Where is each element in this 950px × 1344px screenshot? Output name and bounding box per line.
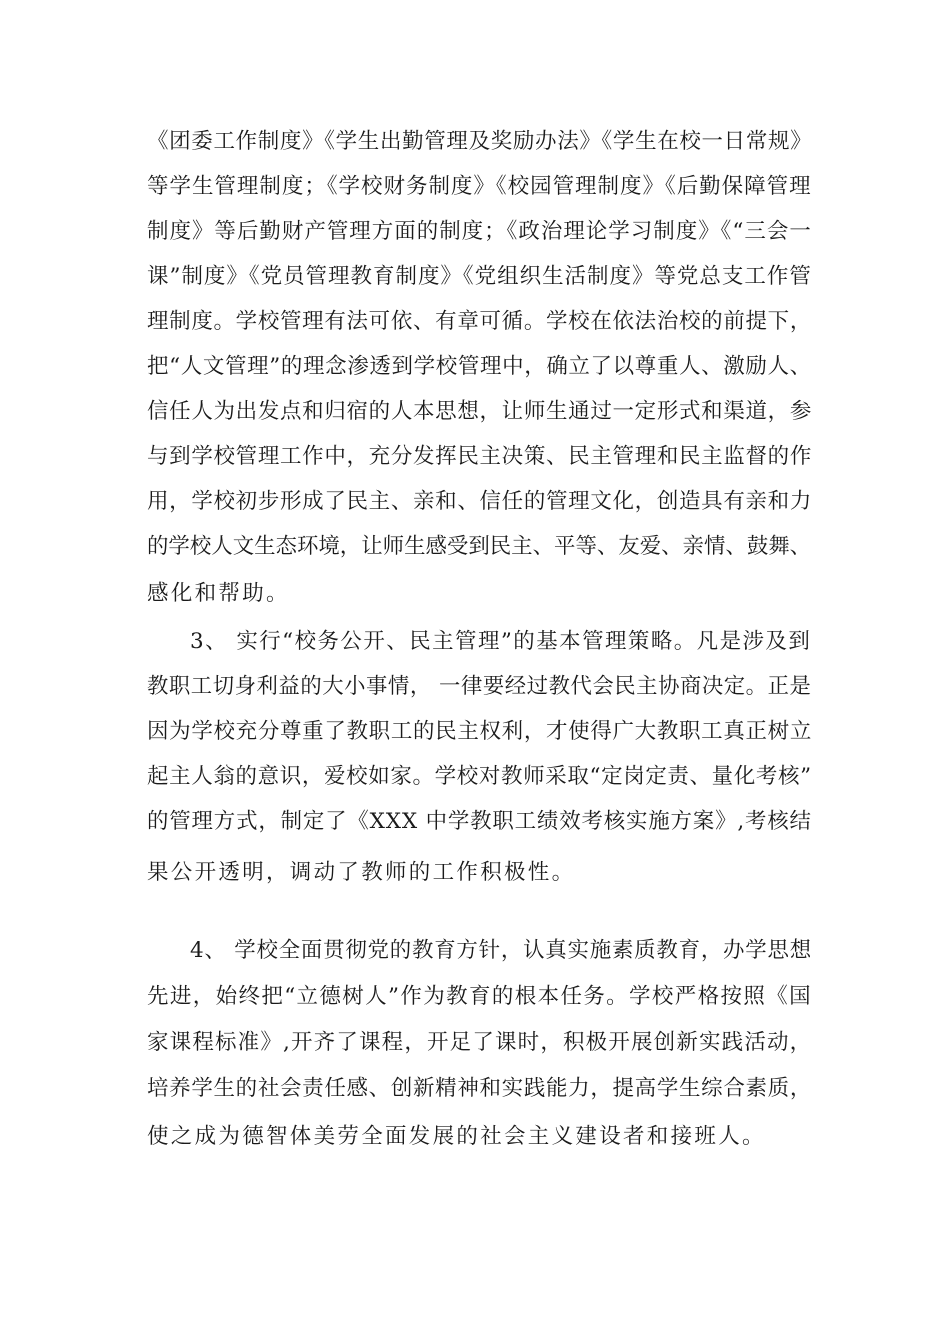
- text-line: 果公开透明，调动了教师的工作积极性。: [147, 860, 576, 885]
- text-line: 把“人文管理”的理念渗透到学校管理中，确立了以尊重人、激励人、: [147, 354, 812, 379]
- text-line: 制度》等后勤财产管理方面的制度；《政治理论学习制度》《“三会一: [147, 219, 812, 244]
- text-line: 教职工切身利益的大小事情， 一律要经过教代会民主协商决定。正是: [147, 674, 812, 699]
- text-line: 因为学校充分尊重了教职工的民主权利，才使得广大教职工真正树立: [147, 719, 813, 744]
- text-line: 课”制度》《党员管理教育制度》《党组织生活制度》等党总支工作管: [147, 264, 812, 289]
- text-line: 培养学生的社会责任感、创新精神和实践能力，提高学生综合素质，: [147, 1076, 813, 1101]
- text-line: 与到学校管理工作中，充分发挥民主决策、民主管理和民主监督的作: [147, 444, 813, 469]
- text-line: 的管理方式，制定了《XXX 中学教职工绩效考核实施方案》,考核结: [147, 809, 812, 834]
- text-line: 4、 学校全面贯彻党的教育方针，认真实施素质教育，办学思想: [190, 938, 812, 963]
- text-line: 家课程标准》,开齐了课程，开足了课时，积极开展创新实践活动，: [147, 1030, 813, 1055]
- text-line: 理制度。学校管理有法可依、有章可循。学校在依法治校的前提下，: [147, 309, 813, 334]
- text-line: 使之成为德智体美劳全面发展的社会主义建设者和接班人。: [147, 1124, 766, 1149]
- text-line: 3、 实行“校务公开、民主管理”的基本管理策略。凡是涉及到: [190, 629, 812, 654]
- text-line: 等学生管理制度；《学校财务制度》《校园管理制度》《后勤保障管理: [147, 174, 812, 199]
- text-line: 信任人为出发点和归宿的人本思想，让师生通过一定形式和渠道，参: [147, 399, 813, 424]
- text-line: 用，学校初步形成了民主、亲和、信任的管理文化，创造具有亲和力: [147, 489, 813, 514]
- text-line: 的学校人文生态环境，让师生感受到民主、平等、友爱、亲情、鼓舞、: [147, 534, 812, 559]
- text-line: 《团委工作制度》《学生出勤管理及奖励办法》《学生在校一日常规》: [147, 129, 813, 154]
- text-line: 感化和帮助。: [147, 581, 290, 606]
- text-line: 起主人翁的意识，爱校如家。学校对教师采取“定岗定责、量化考核”: [147, 764, 812, 789]
- text-line: 先进，始终把“立德树人”作为教育的根本任务。学校严格按照《国: [147, 984, 812, 1009]
